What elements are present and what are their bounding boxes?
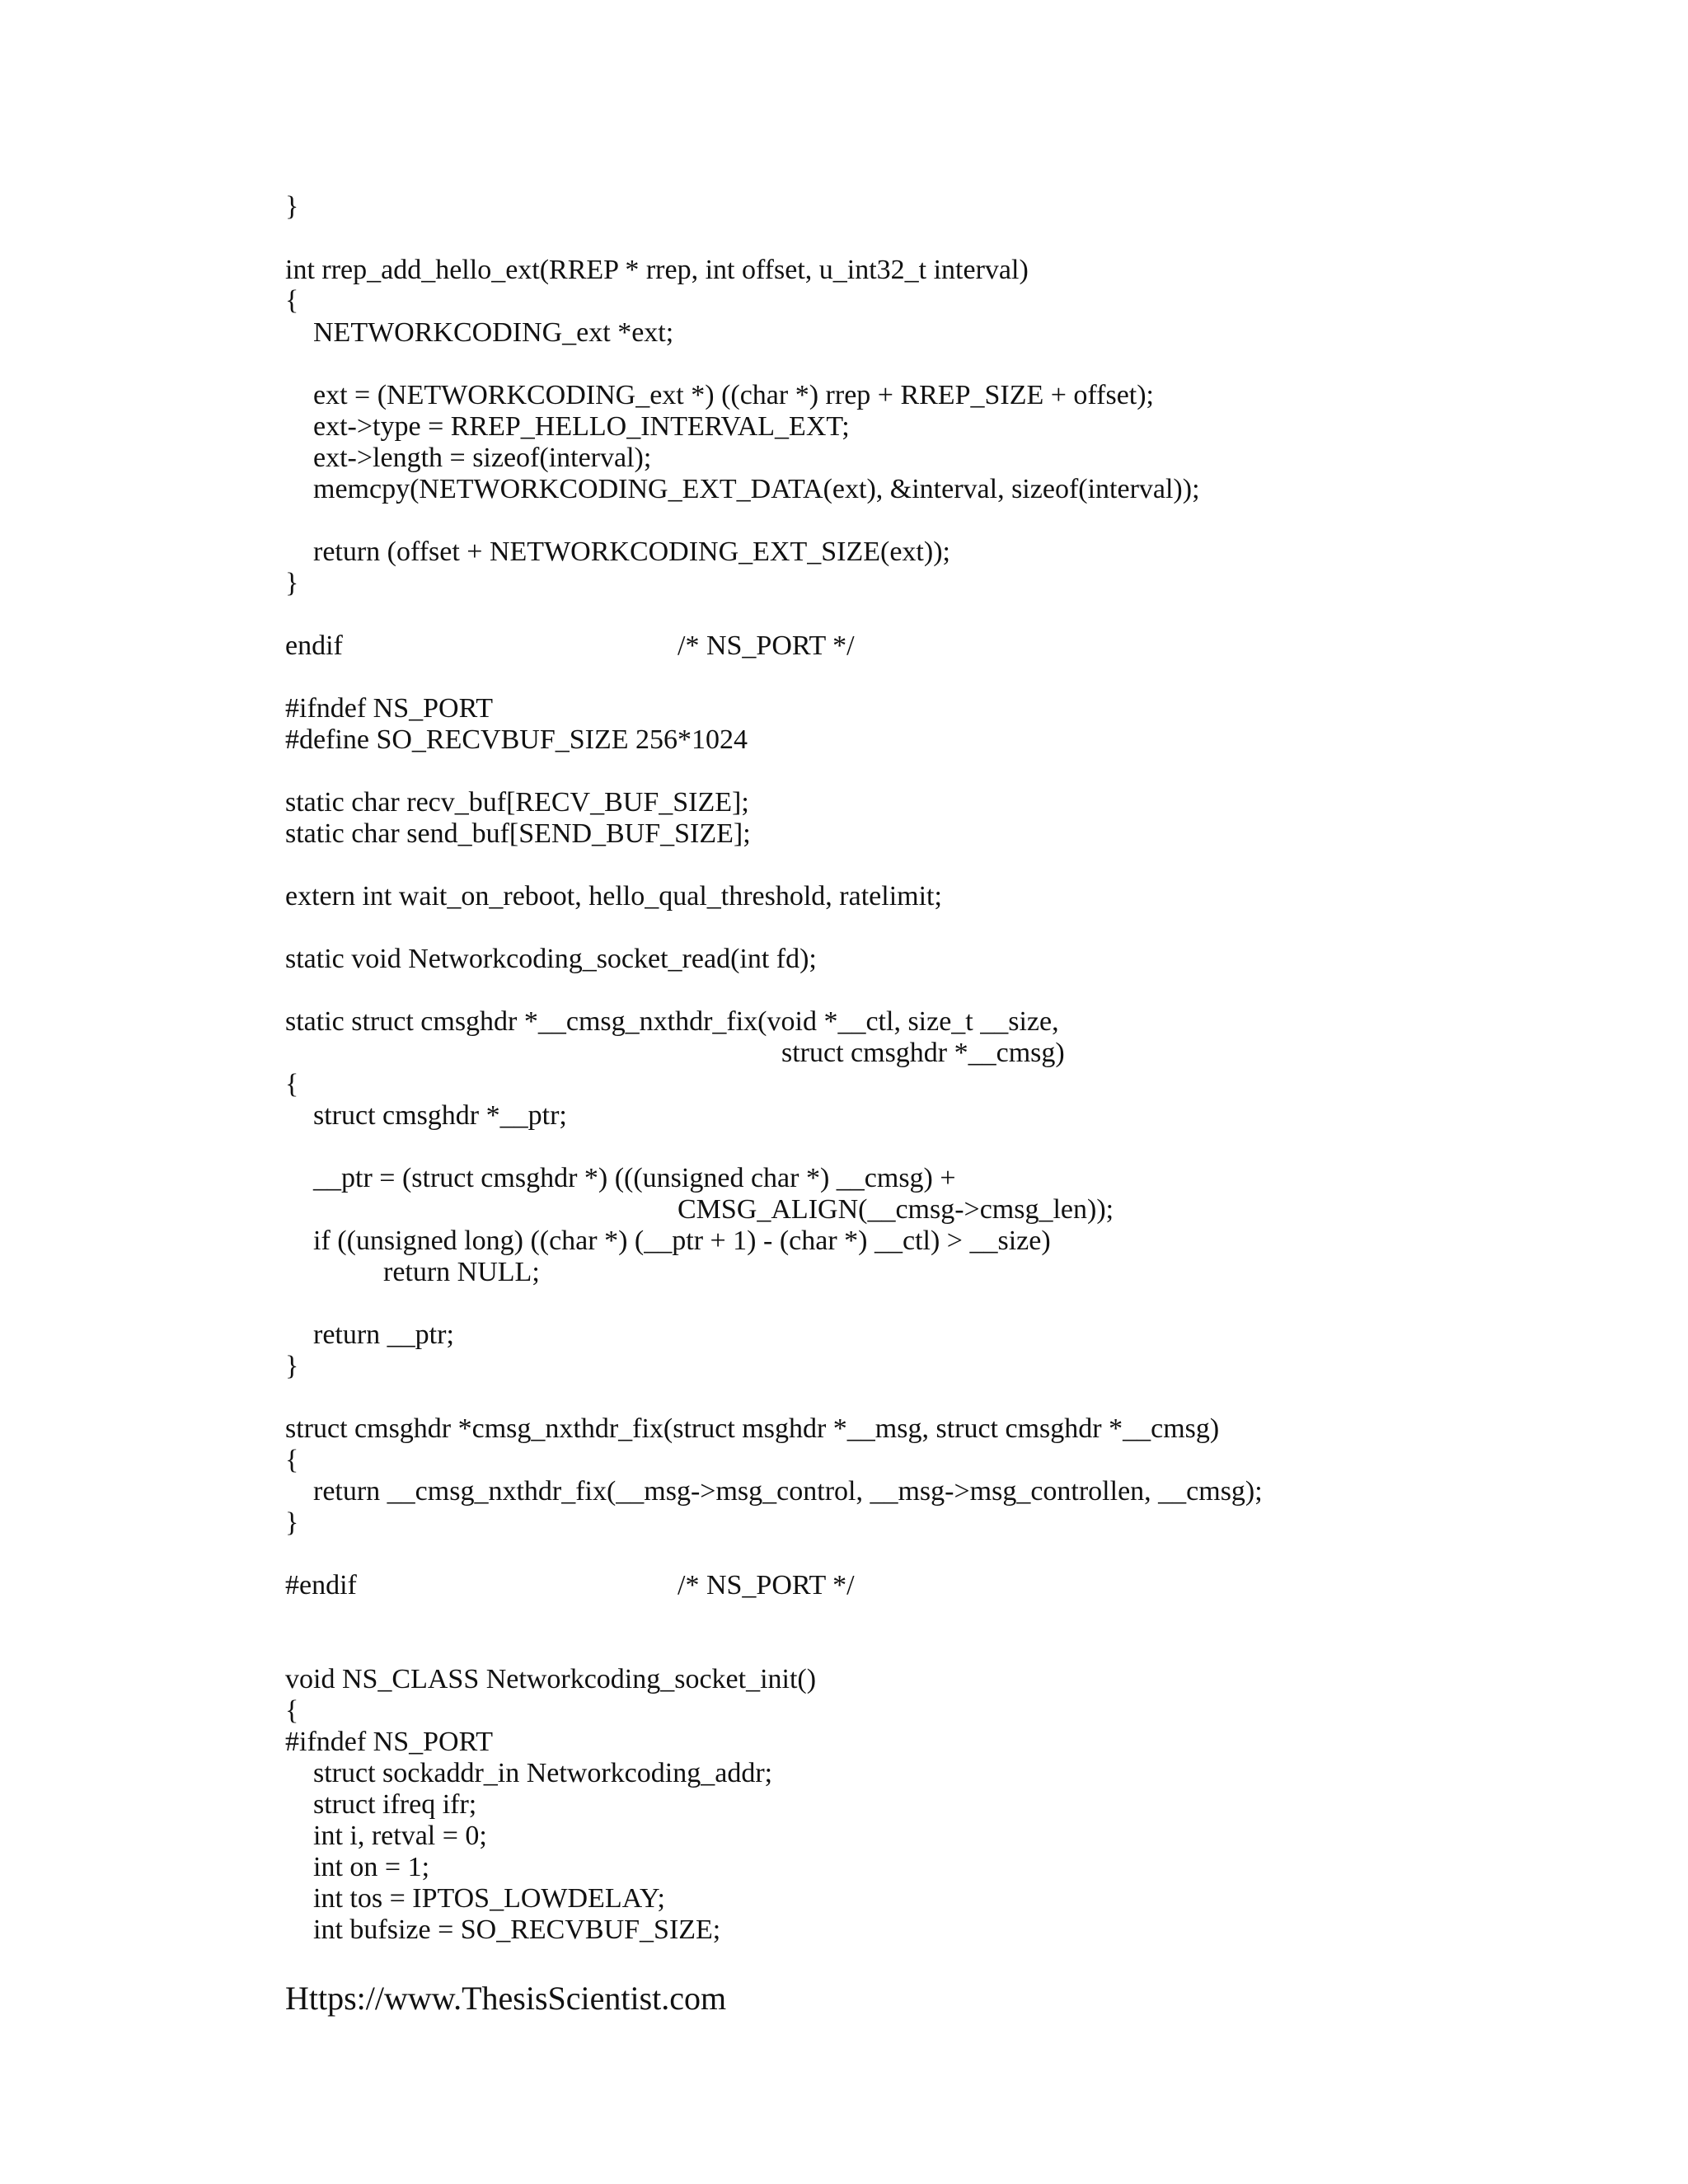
code-line: struct cmsghdr *__cmsg) [781, 1038, 1065, 1068]
code-line: static char recv_buf[RECV_BUF_SIZE]; [285, 787, 749, 818]
code-line: ext = (NETWORKCODING_ext *) ((char *) rrep + RREP_SIZE + offset); [313, 380, 1154, 410]
code-line: #define SO_RECVBUF_SIZE 256*1024 [285, 724, 748, 755]
code-line: return (offset + NETWORKCODING_EXT_SIZE(ext)); [313, 537, 950, 567]
code-line: if ((unsigned long) ((char *) (__ptr + 1) - (char *) __ctl) > __size) [313, 1226, 1051, 1256]
code-line: { [285, 285, 299, 316]
code-line: return __cmsg_nxthdr_fix(__msg->msg_control, __msg->msg_controllen, __cmsg); [313, 1476, 1263, 1507]
code-line: static void Networkcoding_socket_read(int fd); [285, 944, 817, 974]
code-line: int i, retval = 0; [313, 1821, 487, 1851]
code-line: extern int wait_on_reboot, hello_qual_threshold, ratelimit; [285, 881, 942, 912]
code-line: struct ifreq ifr; [313, 1789, 477, 1820]
code-line: { [285, 1445, 299, 1475]
code-line: int rrep_add_hello_ext(RREP * rrep, int offset, u_int32_t interval) [285, 255, 1029, 285]
code-line: NETWORKCODING_ext *ext; [313, 317, 674, 348]
code-line: #ifndef NS_PORT [285, 1727, 494, 1757]
code-line: static char send_buf[SEND_BUF_SIZE]; [285, 818, 751, 849]
footer-url[interactable]: Https://www.ThesisScientist.com [285, 1980, 727, 2017]
code-line: } [285, 568, 299, 598]
code-line: #endif [285, 1570, 357, 1601]
code-line: struct cmsghdr *cmsg_nxthdr_fix(struct msghdr *__msg, struct cmsghdr *__cmsg) [285, 1413, 1220, 1444]
code-comment: /* NS_PORT */ [678, 1570, 855, 1601]
code-line: return NULL; [383, 1257, 540, 1287]
code-line: ext->type = RREP_HELLO_INTERVAL_EXT; [313, 411, 850, 442]
code-line: void NS_CLASS Networkcoding_socket_init() [285, 1664, 817, 1694]
code-line: endif [285, 630, 343, 661]
code-line: struct sockaddr_in Networkcoding_addr; [313, 1758, 773, 1788]
code-line: } [285, 1351, 299, 1381]
code-line: int tos = IPTOS_LOWDELAY; [313, 1883, 665, 1914]
code-line: static struct cmsghdr *__cmsg_nxthdr_fix(void *__ctl, size_t __size, [285, 1006, 1059, 1037]
code-line: ext->length = sizeof(interval); [313, 443, 652, 473]
code-line: memcpy(NETWORKCODING_EXT_DATA(ext), &interval, sizeof(interval)); [313, 474, 1200, 504]
code-line: #ifndef NS_PORT [285, 693, 494, 724]
code-line: { [285, 1695, 299, 1726]
code-comment: /* NS_PORT */ [678, 630, 855, 661]
code-line: { [285, 1069, 299, 1099]
code-line: __ptr = (struct cmsghdr *) (((unsigned char *) __cmsg) + [313, 1163, 956, 1193]
code-line: CMSG_ALIGN(__cmsg->cmsg_len)); [678, 1194, 1114, 1225]
code-line: int bufsize = SO_RECVBUF_SIZE; [313, 1915, 721, 1945]
code-line: int on = 1; [313, 1852, 430, 1882]
code-line: struct cmsghdr *__ptr; [313, 1100, 567, 1131]
code-line: } [285, 1507, 299, 1538]
code-line: return __ptr; [313, 1319, 454, 1350]
code-line: } [285, 191, 299, 222]
